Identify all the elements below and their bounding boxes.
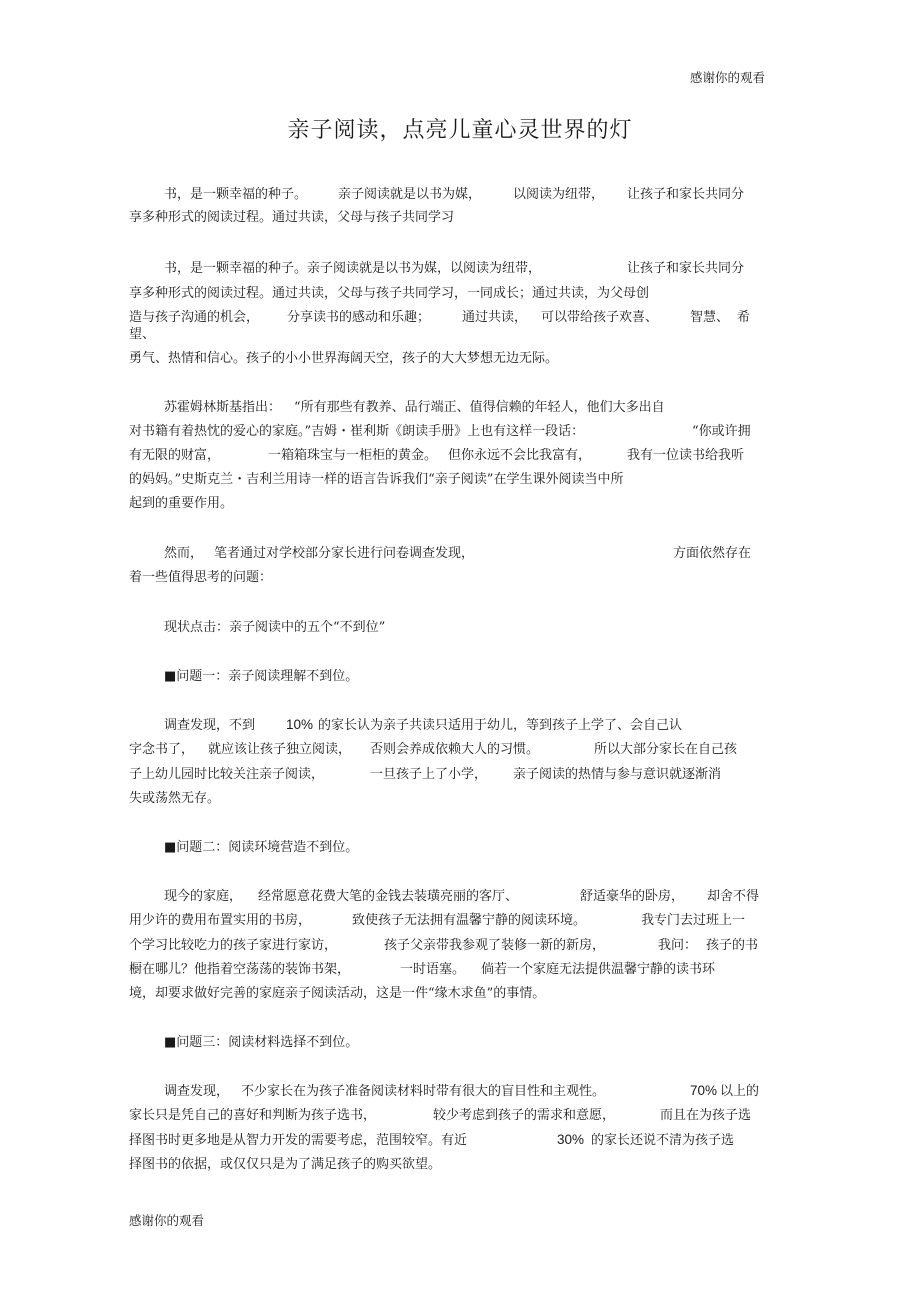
problem-1-heading: ■问题一：亲子阅读理解不到位。 <box>164 669 359 684</box>
text-segment: 字念书了， <box>129 742 195 757</box>
text-segment: 一时语塞。 <box>400 962 466 977</box>
text-segment: 调查发现， <box>164 1084 230 1099</box>
text-segment: 而且在为孩子选 <box>660 1108 752 1123</box>
text-segment: 的妈妈。”史斯克兰・吉利兰用诗一样的语言告诉我们“亲子阅读”在学生课外阅读当中所 <box>129 472 624 487</box>
text-segment: 希 <box>737 310 751 325</box>
text-segment: 经常愿意花费大笔的金钱去装璜亮丽的客厅、 <box>258 889 519 904</box>
text-segment: 较少考虑到孩子的需求和意愿， <box>433 1108 616 1123</box>
text-segment: 望、 <box>129 327 156 342</box>
text-segment: 对书籍有着热忱的爱心的家庭。”吉姆・崔利斯《朗读手册》上也有这样一段话： <box>129 424 585 439</box>
text-segment: 择图书的依据，或仅仅只是为了满足孩子的购买欲望。 <box>129 1157 442 1172</box>
text-segment: 就应该让孩子独立阅读， <box>208 742 352 757</box>
text-segment: 个学习比较吃力的孩子家进行家访， <box>129 938 338 953</box>
text-segment: 橱在哪儿？他指着空荡荡的装饰书架， <box>129 962 351 977</box>
text-segment: 调查发现，不到 <box>164 718 256 733</box>
text-segment: 让孩子和家长共同分 <box>627 261 745 276</box>
text-segment: 享多种形式的阅读过程。通过共读，父母与孩子共同学习 <box>129 210 455 225</box>
text-segment: 子上幼儿园时比较关注亲子阅读， <box>129 767 325 782</box>
text-segment: 让孩子和家长共同分 <box>627 187 745 202</box>
text-segment: 家长只是凭自己的喜好和判断为孩子选书， <box>129 1108 377 1123</box>
problem-3-heading: ■问题三：阅读材料选择不到位。 <box>164 1035 359 1050</box>
text-segment: 所以大部分家长在自己孩 <box>594 742 738 757</box>
text-segment: 的家长还说不清为孩子选 <box>591 1133 735 1148</box>
page-title: 亲子阅读，点亮儿童心灵世界的灯 <box>287 118 633 143</box>
text-segment: 失或荡然无存。 <box>129 791 221 806</box>
text-segment: 然而， <box>164 546 204 561</box>
text-segment: 分享读书的感动和乐趣； <box>287 310 431 325</box>
text-segment: 孩子的书 <box>706 938 759 953</box>
text-segment: 但你永远不会比我富有， <box>448 448 592 463</box>
text-segment: 不少家长在为孩子准备阅读材料时带有很大的盲目性和主观性。 <box>241 1084 606 1099</box>
text-segment: 智慧、 <box>690 310 730 325</box>
text-segment: 笔者通过对学校部分家长进行问卷调查发现， <box>214 546 475 561</box>
text-segment: 一旦孩子上了小学， <box>370 767 488 782</box>
text-segment: 亲子阅读的热情与参与意识就逐渐消 <box>513 767 722 782</box>
text-segment: 我专门去过班上一 <box>641 913 746 928</box>
text-segment: 亲子阅读就是以书为媒， <box>338 187 482 202</box>
text-segment: 书，是一颗幸福的种子。亲子阅读就是以书为媒，以阅读为纽带， <box>164 261 542 276</box>
text-segment: 用少许的费用布置实用的书房， <box>129 913 312 928</box>
text-segment: 可以带给孩子欢喜、 <box>541 310 659 325</box>
text-segment: 孩子父亲带我参观了装修一新的新房， <box>384 938 606 953</box>
text-segment: 择图书时更多地是从智力开发的需要考虑，范围较窄。有近 <box>129 1133 468 1148</box>
text-segment: 致使孩子无法拥有温馨宁静的阅读环境。 <box>352 913 587 928</box>
text-segment: 舒适豪华的卧房， <box>580 889 685 904</box>
text-segment: 有无限的财富， <box>129 448 221 463</box>
text-segment: “所有那些有教养、品行端正、值得信赖的年轻人，他们大多出自 <box>294 400 665 415</box>
text-segment: 的家长认为亲子共读只适用于幼儿，等到孩子上学了、会自己认 <box>318 718 683 733</box>
text-segment: 境，却要求做好完善的家庭亲子阅读活动，这是一件“缘木求鱼”的事情。 <box>129 986 546 1001</box>
text-segment: 现今的家庭， <box>164 889 243 904</box>
text-segment: 享多种形式的阅读过程。通过共读，父母与孩子共同学习，一同成长；通过共读，为父母创 <box>129 286 650 301</box>
page-header: 感谢你的观看 <box>690 70 766 85</box>
text-segment: 我问： <box>658 938 698 953</box>
text-segment: 起到的重要作用。 <box>129 496 234 511</box>
percentage-value: 10% <box>286 717 314 732</box>
percentage-value: 70% <box>690 1083 718 1098</box>
text-segment: 一箱箱珠宝与一柜柜的黄金。 <box>268 448 438 463</box>
text-segment: 着一些值得思考的问题： <box>129 570 273 585</box>
text-segment: 以上的 <box>720 1084 760 1099</box>
text-segment: 却舍不得 <box>707 889 760 904</box>
text-segment: 否则会养成依赖大人的习惯。 <box>370 742 540 757</box>
text-segment: 造与孩子沟通的机会， <box>129 310 260 325</box>
text-segment: 倘若一个家庭无法提供温馨宁静的读书环 <box>481 962 716 977</box>
text-segment: 以阅读为纽带， <box>513 187 605 202</box>
percentage-value: 30% <box>557 1132 585 1147</box>
text-segment: 勇气、热情和信心。孩子的小小世界海阔天空，孩子的大大梦想无边无际。 <box>129 351 559 366</box>
text-segment: 方面依然存在 <box>673 546 752 561</box>
text-segment: 苏霍姆林斯基指出： <box>164 400 282 415</box>
text-segment: 通过共读， <box>462 310 528 325</box>
text-segment: “你或许拥 <box>692 424 751 439</box>
text-segment: 我有一位读书给我听 <box>627 448 745 463</box>
problem-2-heading: ■问题二：阅读环境营造不到位。 <box>164 840 359 855</box>
page-footer: 感谢你的观看 <box>129 1213 205 1228</box>
text-segment: 书，是一颗幸福的种子。 <box>164 187 308 202</box>
status-heading: 现状点击：亲子阅读中的五个“不到位” <box>164 620 386 635</box>
